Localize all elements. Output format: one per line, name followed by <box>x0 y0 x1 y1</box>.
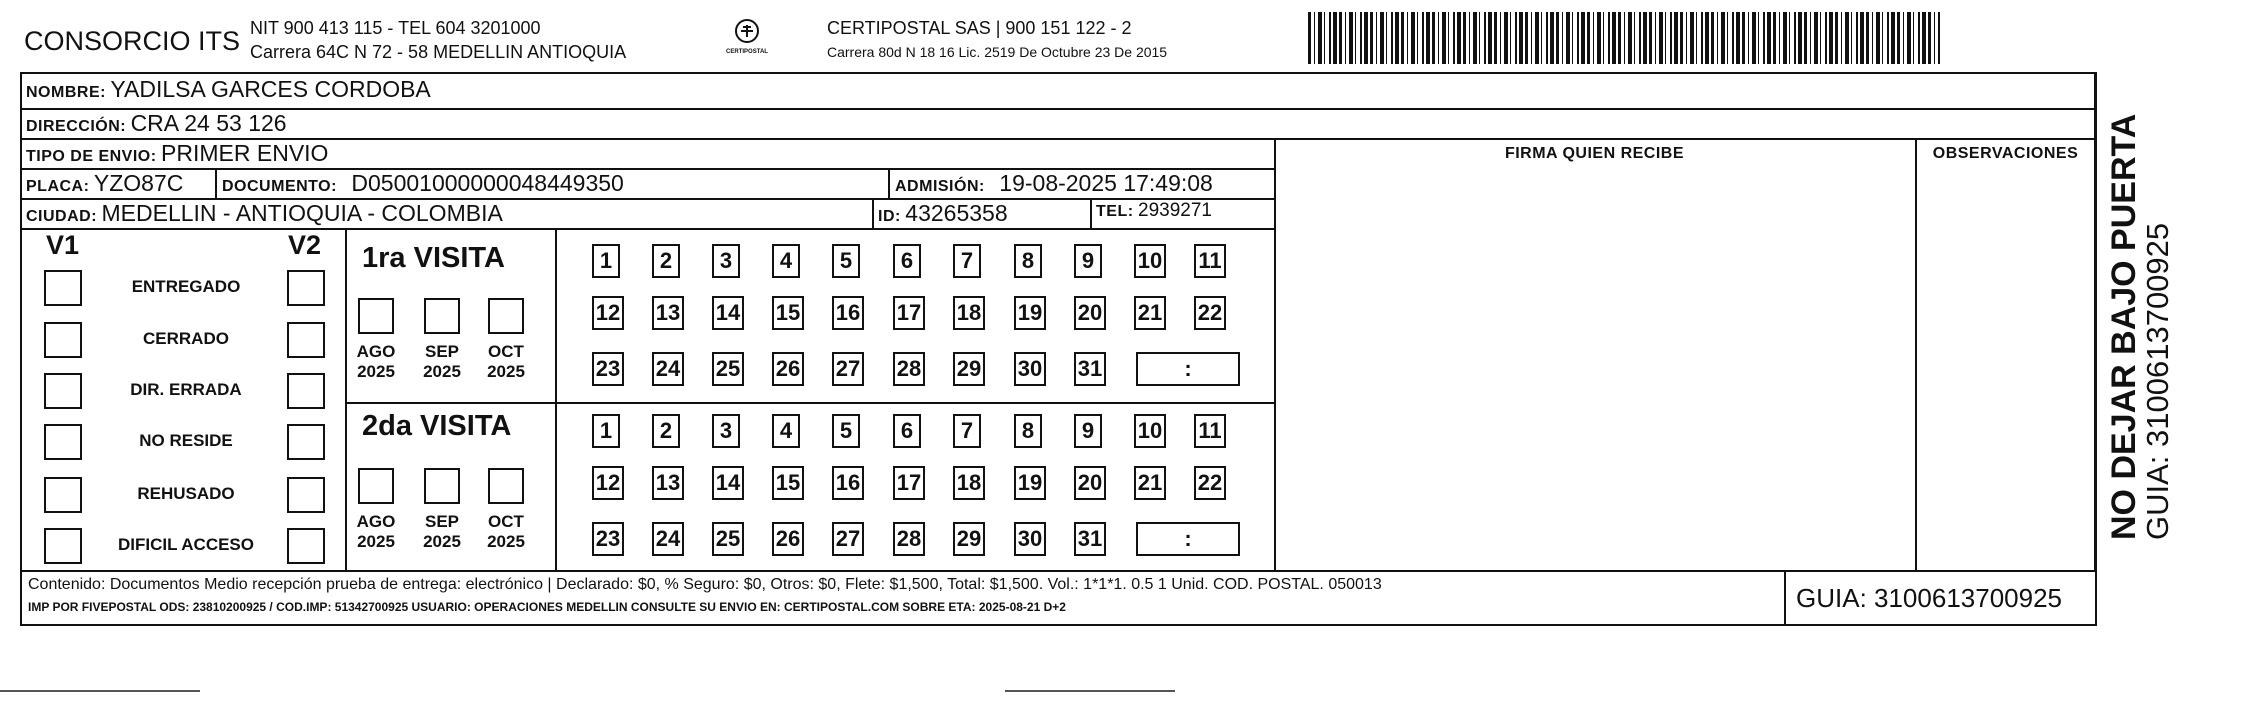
admission-date: 19-08-2025 17:49:08 <box>999 170 1213 196</box>
day-box[interactable]: 16 <box>832 466 864 500</box>
day-box[interactable]: 30 <box>1014 352 1046 386</box>
tel-row <box>1096 200 1212 222</box>
day-box[interactable]: 18 <box>953 466 985 500</box>
day-box[interactable]: 5 <box>832 414 860 448</box>
day-box[interactable]: 31 <box>1074 522 1106 556</box>
time-box[interactable]: : <box>1136 352 1240 386</box>
day-box[interactable]: 11 <box>1194 414 1226 448</box>
day-box[interactable]: 25 <box>712 522 744 556</box>
day-box[interactable]: 6 <box>893 414 921 448</box>
month-label <box>346 512 406 552</box>
print-info-line: IMP POR FIVEPOSTAL ODS: 23810200925 / COD.IMP: 51342700925 USUARIO: OPERACIONES MEDELLIN CONSULTE SU ENVIO EN: CERTIPOSTAL.COM SOBRE ETA: 2025-08-21 D+2 <box>28 600 1066 614</box>
day-box[interactable]: 28 <box>893 522 925 556</box>
address-label: DIRECCIÓN: <box>26 118 127 135</box>
city: MEDELLIN - ANTIOQUIA - COLOMBIA <box>101 200 503 226</box>
day-box[interactable]: 24 <box>652 522 684 556</box>
certipostal-logo-icon <box>732 18 762 44</box>
month-year: 2025 <box>423 362 461 381</box>
v1-checkbox[interactable] <box>44 373 82 409</box>
day-box[interactable]: 3 <box>712 244 740 278</box>
day-box[interactable]: 23 <box>592 352 624 386</box>
contents-line: Contenido: Documentos Medio recepción prueba de entrega: electrónico | Declarado: $0, % Seguro: $0, Otros: $0, Flete: $1,500, Total: $1,500. Vol.: 1*1*1. 0.5 1 Unid. COD. POSTAL. 050013 <box>28 576 1382 593</box>
month-checkbox[interactable] <box>358 468 394 504</box>
day-box[interactable]: 5 <box>832 244 860 278</box>
status-label: REHUSADO <box>137 484 235 503</box>
status-label: ENTREGADO <box>131 277 241 296</box>
month-name: SEP <box>424 512 460 531</box>
day-box[interactable]: 24 <box>652 352 684 386</box>
document-row <box>222 170 624 197</box>
document-number: D050010000000484493​50 <box>351 170 624 196</box>
day-box[interactable]: 17 <box>893 466 925 500</box>
observations-label: OBSERVACIONES <box>1932 145 2079 162</box>
scan-artifact-line <box>0 690 200 692</box>
day-box[interactable]: 28 <box>893 352 925 386</box>
tel: 2939271 <box>1138 200 1212 221</box>
side-guide-number: GUIA: 3100613700925 <box>2140 222 2175 540</box>
city-row <box>26 200 503 227</box>
day-box[interactable]: 6 <box>893 244 921 278</box>
month-year: 2025 <box>487 532 525 551</box>
company-name: CONSORCIO ITS <box>24 26 241 56</box>
day-box[interactable]: 19 <box>1014 466 1046 500</box>
v1-heading: V1 <box>46 230 80 260</box>
v1-checkbox[interactable] <box>44 424 82 460</box>
plate-row <box>26 170 183 197</box>
month-name: AGO <box>356 342 396 361</box>
day-box[interactable]: 27 <box>832 522 864 556</box>
day-box[interactable]: 20 <box>1074 466 1106 500</box>
company-address: Carrera 64C N 72 - 58 MEDELLIN ANTIOQUIA <box>250 42 627 62</box>
status-label: DIR. ERRADA <box>130 380 242 399</box>
status-label: DIFICIL ACCESO <box>117 535 254 554</box>
day-box[interactable]: 10 <box>1134 244 1166 278</box>
time-box[interactable]: : <box>1136 522 1240 556</box>
day-box[interactable]: 31 <box>1074 352 1106 386</box>
day-box[interactable]: 21 <box>1134 466 1166 500</box>
v2-checkbox[interactable] <box>287 373 325 409</box>
v2-checkbox[interactable] <box>287 270 325 306</box>
day-box[interactable]: 26 <box>772 522 804 556</box>
v2-checkbox[interactable] <box>287 424 325 460</box>
v2-checkbox[interactable] <box>287 477 325 513</box>
day-box[interactable]: 22 <box>1194 466 1226 500</box>
day-box[interactable]: 18 <box>953 296 985 330</box>
shipping-type-row <box>26 140 328 167</box>
day-box[interactable]: 30 <box>1014 522 1046 556</box>
v1-checkbox[interactable] <box>44 270 82 306</box>
day-box[interactable]: 10 <box>1134 414 1166 448</box>
v2-heading: V2 <box>288 230 322 260</box>
visit-1-title: 1ra VISITA <box>362 242 505 274</box>
month-label <box>412 342 472 382</box>
day-box[interactable]: 2 <box>652 414 680 448</box>
day-box[interactable]: 16 <box>832 296 864 330</box>
month-checkbox[interactable] <box>358 298 394 334</box>
day-box[interactable]: 7 <box>953 244 981 278</box>
day-box[interactable]: 26 <box>772 352 804 386</box>
footer-guide-number: GUIA: 3100613700925 <box>1796 583 2062 613</box>
barcode <box>1308 12 1940 64</box>
day-box[interactable]: 4 <box>772 414 800 448</box>
month-name: OCT <box>488 342 524 361</box>
v2-checkbox[interactable] <box>287 528 325 564</box>
day-box[interactable]: 2 <box>652 244 680 278</box>
day-box[interactable]: 7 <box>953 414 981 448</box>
month-year: 2025 <box>487 362 525 381</box>
day-box[interactable]: 13 <box>652 466 684 500</box>
day-box[interactable]: 29 <box>953 522 985 556</box>
day-box[interactable]: 1 <box>592 414 620 448</box>
day-box[interactable]: 4 <box>772 244 800 278</box>
day-box[interactable]: 12 <box>592 296 624 330</box>
day-box[interactable]: 25 <box>712 352 744 386</box>
company-nit: NIT 900 413 115 - TEL 604 3201000 <box>250 18 541 38</box>
day-box[interactable]: 3 <box>712 414 740 448</box>
id-row <box>878 200 1008 227</box>
tel-label: TEL: <box>1096 203 1134 220</box>
v1-checkbox[interactable] <box>44 477 82 513</box>
city-label: CIUDAD: <box>26 208 98 225</box>
day-box[interactable]: 8 <box>1014 414 1042 448</box>
visit-2-title: 2da VISITA <box>362 410 512 442</box>
day-box[interactable]: 27 <box>832 352 864 386</box>
no-slide-under-door-notice: NO DEJAR BAJO PUERTA <box>2105 113 2143 540</box>
month-label <box>346 342 406 382</box>
day-box[interactable]: 17 <box>893 296 925 330</box>
admission-row <box>895 170 1213 197</box>
name-label: NOMBRE: <box>26 84 106 101</box>
day-box[interactable]: 15 <box>772 466 804 500</box>
day-box[interactable]: 19 <box>1014 296 1046 330</box>
day-box[interactable]: 9 <box>1074 414 1102 448</box>
month-checkbox[interactable] <box>488 468 524 504</box>
day-box[interactable]: 1 <box>592 244 620 278</box>
recipient-id: 43265358 <box>905 200 1008 226</box>
day-box[interactable]: 9 <box>1074 244 1102 278</box>
month-name: OCT <box>488 512 524 531</box>
month-name: SEP <box>424 342 460 361</box>
document-label: DOCUMENTO: <box>222 178 337 195</box>
plate: YZO87C <box>93 170 184 196</box>
v2-checkbox[interactable] <box>287 322 325 358</box>
id-label: ID: <box>878 208 901 225</box>
month-label <box>412 512 472 552</box>
month-checkbox[interactable] <box>424 298 460 334</box>
month-year: 2025 <box>357 362 395 381</box>
certipostal-logo-text: CERTIPOSTAL <box>726 49 768 55</box>
day-box[interactable]: 15 <box>772 296 804 330</box>
recipient-name: YADILSA GARCES CORDOBA <box>110 76 431 102</box>
day-box[interactable]: 11 <box>1194 244 1226 278</box>
month-year: 2025 <box>423 532 461 551</box>
month-checkbox[interactable] <box>488 298 524 334</box>
day-box[interactable]: 23 <box>592 522 624 556</box>
recipient-address: CRA 24 53 126 <box>130 110 287 136</box>
day-box[interactable]: 22 <box>1194 296 1226 330</box>
v1-checkbox[interactable] <box>44 322 82 358</box>
side-notice <box>2105 100 2176 540</box>
month-checkbox[interactable] <box>424 468 460 504</box>
scan-artifact-line <box>1005 690 1175 692</box>
plate-label: PLACA: <box>26 178 90 195</box>
name-row <box>26 76 431 103</box>
shipping-type-label: TIPO DE ENVIO: <box>26 148 157 165</box>
day-box[interactable]: 20 <box>1074 296 1106 330</box>
day-box[interactable]: 21 <box>1134 296 1166 330</box>
day-box[interactable]: 13 <box>652 296 684 330</box>
v1-checkbox[interactable] <box>44 528 82 564</box>
carrier-license: Carrera 80d N 18 16 Lic. 2519 De Octubre 23 De 2015 <box>827 44 1168 60</box>
day-box[interactable]: 12 <box>592 466 624 500</box>
day-box[interactable]: 14 <box>712 466 744 500</box>
day-box[interactable]: 8 <box>1014 244 1042 278</box>
day-box[interactable]: 14 <box>712 296 744 330</box>
day-box[interactable]: 29 <box>953 352 985 386</box>
month-year: 2025 <box>357 532 395 551</box>
admission-label: ADMISIÓN: <box>895 178 985 195</box>
shipping-type: PRIMER ENVIO <box>161 140 329 166</box>
month-name: AGO <box>356 512 396 531</box>
status-label: CERRADO <box>143 329 229 348</box>
month-label <box>476 342 536 382</box>
carrier-name: CERTIPOSTAL SAS | 900 151 122 - 2 <box>827 18 1132 38</box>
certipostal-logo <box>725 18 769 62</box>
status-label: NO RESIDE <box>139 431 233 450</box>
signature-label: FIRMA QUIEN RECIBE <box>1504 145 1685 162</box>
month-label <box>476 512 536 552</box>
address-row <box>26 110 287 137</box>
